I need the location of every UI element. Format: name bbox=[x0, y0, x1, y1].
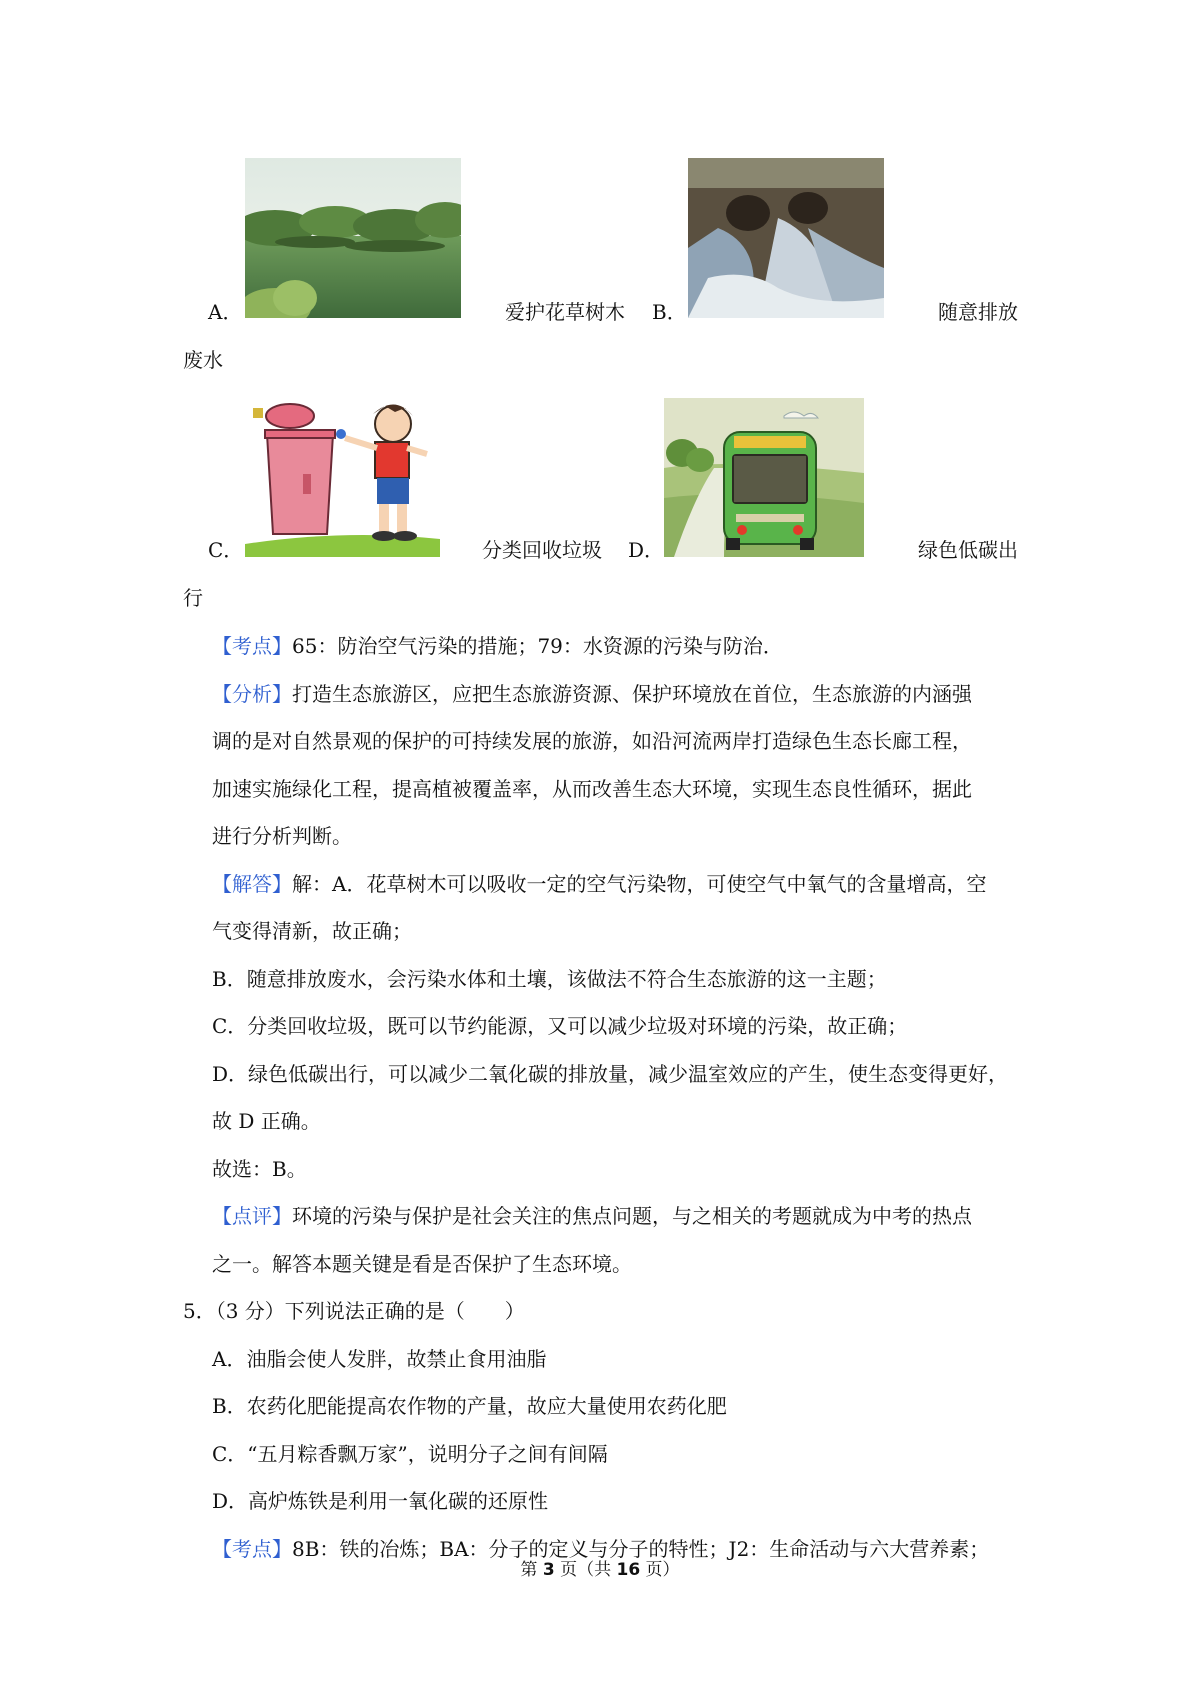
q4-fenxi bbox=[212, 680, 972, 708]
option-d-letter: D． bbox=[628, 538, 665, 562]
jieda-text-1: 解：A．花草树木可以吸收一定的空气污染物，可使空气中氧气的含量增高，空 bbox=[292, 872, 987, 896]
option-a-caption: 爱护花草树木 bbox=[505, 300, 625, 324]
dianping-tag: 【点评】 bbox=[212, 1204, 292, 1228]
fenxi-text-1: 打造生态旅游区，应把生态旅游资源、保护环境放在首位，生态旅游的内涵强 bbox=[292, 682, 972, 706]
green-bus-image bbox=[664, 398, 864, 557]
lake-park-image bbox=[245, 158, 461, 318]
kaodian-tag: 【考点】 bbox=[212, 634, 292, 658]
q4-jieda bbox=[212, 870, 986, 898]
q5-option-a: A．油脂会使人发胖，故禁止食用油脂 bbox=[212, 1347, 547, 1371]
q5-option-c: C．“五月粽香飘万家”，说明分子之间有间隔 bbox=[212, 1442, 608, 1466]
option-a-letter: A． bbox=[208, 300, 243, 324]
fenxi-text-2: 调的是对自然景观的保护的可持续发展的旅游，如沿河流两岸打造绿色生态长廊工程， bbox=[212, 729, 972, 753]
fenxi-text-3: 加速实施绿化工程，提高植被覆盖率，从而改善生态大环境，实现生态良性循环，据此 bbox=[212, 777, 972, 801]
option-d-caption: 绿色低碳出 bbox=[918, 538, 1018, 562]
q4-dianping bbox=[212, 1202, 972, 1230]
q5-option-d: D．高炉炼铁是利用一氧化碳的还原性 bbox=[212, 1489, 549, 1513]
dianping-text-1: 环境的污染与保护是社会关注的焦点问题，与之相关的考题就成为中考的热点 bbox=[292, 1204, 972, 1228]
kaodian-text: 65：防治空气污染的措施；79：水资源的污染与防治． bbox=[292, 634, 783, 658]
fenxi-text-4: 进行分析判断。 bbox=[212, 824, 352, 848]
option-b-caption-wrap: 废水 bbox=[183, 348, 223, 372]
answer-line: 故选：B。 bbox=[212, 1157, 307, 1181]
q5-kaodian-text: 8B：铁的冶炼；BA：分子的定义与分子的特性；J2：生命活动与六大营养素； bbox=[292, 1537, 990, 1561]
page-footer: 第 3 页（共 16 页） bbox=[520, 1560, 680, 1580]
option-b-letter: B． bbox=[652, 300, 687, 324]
q5-option-b: B．农药化肥能提高农作物的产量，故应大量使用农药化肥 bbox=[212, 1394, 727, 1418]
jieda-option-c: C．分类回收垃圾，既可以节约能源，又可以减少垃圾对环境的污染，故正确； bbox=[212, 1014, 908, 1038]
q4-kaodian bbox=[212, 632, 783, 660]
boy-trash-bin-image bbox=[245, 394, 440, 557]
option-c-caption: 分类回收垃圾 bbox=[482, 538, 602, 562]
jieda-option-d-2: 故 D 正确。 bbox=[212, 1109, 321, 1133]
total-pages: 16 bbox=[616, 1560, 641, 1580]
jieda-option-d-1: D．绿色低碳出行，可以减少二氧化碳的排放量，减少温室效应的产生，使生态变得更好， bbox=[212, 1062, 1009, 1086]
sewage-pipe-image bbox=[688, 158, 884, 318]
q5-kaodian-tag: 【考点】 bbox=[212, 1537, 292, 1561]
fenxi-tag: 【分析】 bbox=[212, 682, 292, 706]
jieda-option-b: B．随意排放废水，会污染水体和土壤，该做法不符合生态旅游的这一主题； bbox=[212, 967, 887, 991]
q5-stem: 5．（3 分）下列说法正确的是（ ） bbox=[183, 1299, 525, 1323]
jieda-text-2: 气变得清新，故正确； bbox=[212, 919, 412, 943]
option-d-caption-wrap: 行 bbox=[183, 586, 203, 610]
dianping-text-2: 之一。解答本题关键是看是否保护了生态环境。 bbox=[212, 1252, 632, 1276]
option-b-caption: 随意排放 bbox=[938, 300, 1018, 324]
page-number: 3 bbox=[542, 1560, 555, 1580]
jieda-tag: 【解答】 bbox=[212, 872, 292, 896]
option-c-letter: C． bbox=[208, 538, 244, 562]
